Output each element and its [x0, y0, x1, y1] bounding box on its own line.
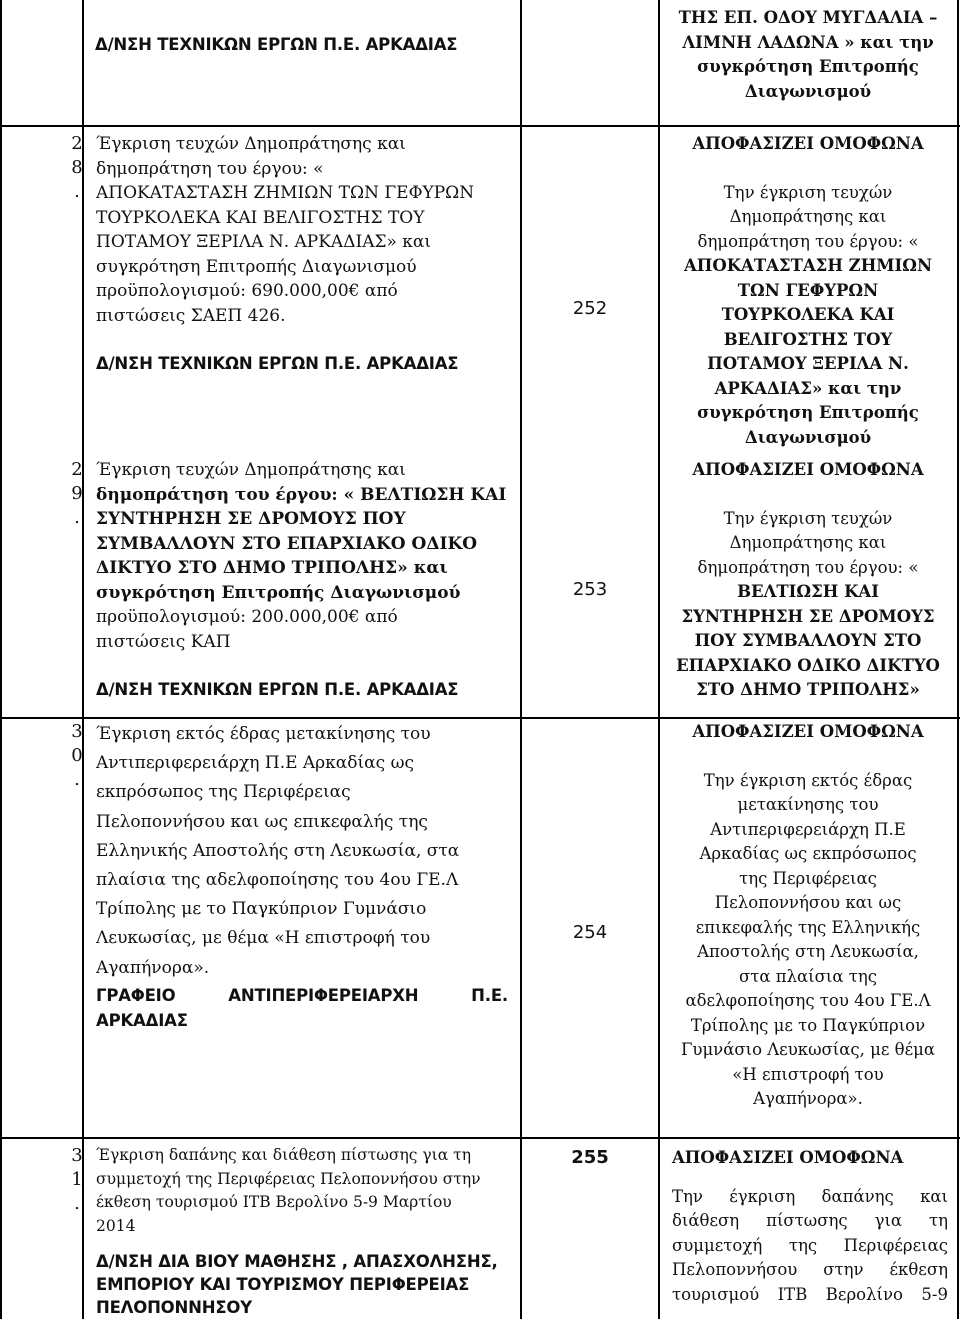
result-line: Διαγωνισμού: [744, 427, 872, 447]
result-heading: ΑΠΟΦΑΣΙΖΕΙ ΟΜΟΦΩΝΑ: [692, 722, 924, 741]
result-line: ΒΕΛΤΙΩΣΗ ΚΑΙ: [737, 582, 879, 601]
decision-number-value: 255: [571, 1147, 609, 1168]
item-number-digit: 3: [71, 1145, 83, 1166]
result-line: της Περιφέρειας: [739, 868, 877, 888]
result-line: τουρισμού ITB Βερολίνο 5-9: [672, 1284, 948, 1304]
column-divider: [658, 0, 660, 1319]
description-line: δημοπράτηση του έργου: « ΒΕΛΤΙΩΣΗ ΚΑΙ: [96, 484, 507, 505]
result-line: Αρκαδίας ως εκπρόσωπος: [699, 844, 917, 863]
result-line: ΠΟΥ ΣΥΜΒΑΛΛΟΥΝ ΣΤΟ: [694, 631, 922, 650]
description-line: ΤΟΥΡΚΟΛΕΚΑ ΚΑΙ ΒΕΛΙΓΟΣΤΗΣ ΤΟΥ: [96, 207, 425, 228]
result-line: Την έγκριση δαπάνης και: [672, 1186, 948, 1206]
decision-result: [672, 1146, 948, 1307]
department-label: ΑΡΚΑΔΙΑΣ: [96, 1010, 188, 1030]
item-number-digit: 8: [71, 157, 83, 178]
result-line: ΣΥΝΤΗΡΗΣΗ ΣΕ ΔΡΟΜΟΥΣ: [681, 606, 935, 626]
item-number-digit: 2: [71, 459, 83, 480]
description-line: ΣΥΜΒΑΛΛΟΥΝ ΣΤΟ ΕΠΑΡΧΙΑΚΟ ΟΔΙΚΟ: [96, 533, 478, 554]
description-line: δημοπράτηση του έργου: «: [96, 158, 324, 179]
description-line: Τρίπολης με το Παγκύπριον Γυμνάσιο: [96, 899, 427, 920]
decision-number: [560, 578, 620, 603]
description-line: προϋπολογισμού: 690.000,00€ από: [96, 281, 398, 301]
result-line: ΕΠΑΡΧΙΑΚΟ ΟΔΙΚΟ ΔΙΚΤΥΟ: [676, 655, 940, 675]
result-line: Την έγκριση τευχών: [723, 508, 893, 528]
result-line: Την έγκριση τευχών: [723, 182, 893, 202]
result-line: συγκρότηση Επιτροπής: [697, 57, 919, 76]
result-heading: ΑΠΟΦΑΣΙΖΕΙ ΟΜΟΦΩΝΑ: [692, 460, 924, 479]
result-line: μετακίνησης του: [737, 795, 879, 814]
result-line: αδελφοποίησης του 4ου ΓΕ.Λ: [685, 991, 931, 1010]
item-number: [70, 1144, 84, 1216]
result-line: Δημοπράτησης και: [729, 207, 887, 226]
description-line: πλαίσια της αδελφοποίησης του 4ου ΓΕ.Λ: [96, 870, 459, 891]
description-line: Αγαπήνορα».: [96, 957, 210, 978]
description-line: εκπρόσωπος της Περιφέρειας: [96, 782, 351, 803]
description-line: Λευκωσίας, με θέμα «Η επιστροφή του: [96, 928, 431, 949]
result-line: Τρίπολης με το Παγκύπριον: [690, 1015, 926, 1035]
description-line: συγκρότηση Επιτροπής Διαγωνισμού: [96, 256, 417, 277]
result-line: ΑΠΟΚΑΤΑΣΤΑΣΗ ΖΗΜΙΩΝ: [683, 256, 933, 275]
result-heading: ΑΠΟΦΑΣΙΖΕΙ ΟΜΟΦΩΝΑ: [672, 1148, 904, 1167]
decision-number-value: 253: [572, 579, 608, 600]
table-border-left: [0, 0, 2, 1319]
item-number: [70, 132, 84, 204]
department-label: Δ/ΝΣΗ ΤΕΧΝΙΚΩΝ ΕΡΓΩΝ Π.Ε. ΑΡΚΑΔΙΑΣ: [95, 35, 458, 54]
description-line: Έγκριση τευχών Δημοπράτησης και: [96, 134, 406, 154]
description-line: ΑΠΟΚΑΤΑΣΤΑΣΗ ΖΗΜΙΩΝ ΤΩΝ ΓΕΦΥΡΩΝ: [96, 183, 475, 203]
department-label: ΓΡΑΦΕΙΟ ΑΝΤΙΠΕΡΙΦΕΡΕΙΑΡΧΗ Π.Ε.: [96, 985, 508, 1005]
item-number: [70, 458, 84, 530]
result-line: συμμετοχή της Περιφέρειας: [672, 1235, 948, 1255]
result-line: Πελοποννήσου στην έκθεση: [672, 1260, 948, 1279]
item-number-dot: .: [74, 769, 80, 790]
description-line: ΠΟΤΑΜΟΥ ΞΕΡΙΛΑ Ν. ΑΡΚΑΔΙΑΣ» και: [96, 232, 432, 252]
description-line: ΣΥΝΤΗΡΗΣΗ ΣΕ ΔΡΟΜΟΥΣ ΠΟΥ: [96, 509, 406, 529]
result-line: ΣΤΟ ΔΗΜΟ ΤΡΙΠΟΛΗΣ»: [696, 680, 920, 699]
result-line: δημοπράτηση του έργου: «: [697, 231, 919, 251]
description-line: Ελληνικής Αποστολής στη Λευκωσία, στα: [96, 840, 460, 861]
description-line: Έγκριση τευχών Δημοπράτησης και: [96, 460, 406, 480]
row-divider: [0, 717, 960, 719]
department-label: Δ/ΝΣΗ ΤΕΧΝΙΚΩΝ ΕΡΓΩΝ Π.Ε. ΑΡΚΑΔΙΑΣ: [96, 680, 459, 699]
item-number-digit: 1: [71, 1169, 83, 1190]
result-line: Γυμνάσιο Λευκωσίας, με θέμα: [680, 1040, 936, 1059]
description-line: ΔΙΚΤΥΟ ΣΤΟ ΔΗΜΟ ΤΡΙΠΟΛΗΣ» και: [96, 558, 448, 578]
item-description: [96, 132, 508, 377]
item-number-digit: 9: [71, 483, 83, 504]
row-divider: [0, 125, 960, 127]
top-row-department: [95, 33, 510, 58]
item-number-dot: .: [74, 181, 80, 202]
description-line: συγκρότηση Επιτροπής Διαγωνισμού: [96, 582, 461, 603]
result-line: Την έγκριση εκτός έδρας: [703, 770, 913, 790]
description-line: συμμετοχή της Περιφέρειας Πελοποννήσου στην: [96, 1169, 481, 1188]
column-divider: [520, 0, 522, 1319]
result-line: επικεφαλής της Ελληνικής: [695, 917, 921, 937]
item-number-digit: 2: [71, 133, 83, 154]
decision-number: [560, 1146, 620, 1171]
department-label: ΠΕΛΟΠΟΝΝΗΣΟΥ: [96, 1298, 252, 1317]
result-line: Διαγωνισμού: [744, 81, 872, 101]
item-number-dot: .: [74, 1193, 80, 1214]
result-line: στα πλαίσια της: [738, 966, 878, 986]
result-line: συγκρότηση Επιτροπής: [697, 403, 919, 422]
result-heading: ΑΠΟΦΑΣΙΖΕΙ ΟΜΟΦΩΝΑ: [692, 134, 924, 153]
department-label: Δ/ΝΣΗ ΔΙΑ ΒΙΟΥ ΜΑΘΗΣΗΣ , ΑΠΑΣΧΟΛΗΣΗΣ,: [96, 1252, 498, 1271]
item-description: [96, 1144, 508, 1319]
item-number-dot: .: [74, 507, 80, 528]
result-line: Αντιπεριφερειάρχη Π.Ε: [710, 819, 906, 839]
decision-number: [560, 921, 620, 946]
department-label: ΕΜΠΟΡΙΟΥ ΚΑΙ ΤΟΥΡΙΣΜΟΥ ΠΕΡΙΦΕΡΕΙΑΣ: [96, 1275, 470, 1294]
result-line: δημοπράτηση του έργου: «: [697, 557, 919, 577]
result-line: ΒΕΛΙΓΟΣΤΗΣ ΤΟΥ: [723, 329, 893, 349]
item-description: [96, 458, 508, 703]
item-number-digit: 0: [71, 745, 83, 766]
item-number-digit: 3: [71, 721, 83, 742]
description-line: προϋπολογισμού: 200.000,00€ από: [96, 607, 398, 627]
result-line: ΤΗΣ ΕΠ. ΟΔΟΥ ΜΥΓΔΑΛΙΑ –: [678, 8, 938, 27]
description-line: Έγκριση δαπάνης και διάθεση πίστωσης για τη: [96, 1146, 471, 1164]
item-description: [96, 720, 508, 1033]
row-divider: [0, 1137, 960, 1139]
result-line: Δημοπράτησης και: [729, 533, 887, 552]
top-row-result: [660, 6, 956, 104]
table-border-right: [957, 0, 959, 1319]
item-number: [70, 720, 84, 792]
description-line: 2014: [96, 1216, 136, 1235]
description-line: Πελοποννήσου και ως επικεφαλής της: [96, 811, 428, 832]
result-line: Αγαπήνορα».: [753, 1089, 863, 1108]
result-line: Αποστολής στη Λευκωσία,: [697, 942, 919, 961]
result-line: ΤΟΥΡΚΟΛΕΚΑ ΚΑΙ: [721, 305, 895, 324]
decision-number-value: 252: [572, 298, 608, 319]
result-line: ΤΩΝ ΓΕΦΥΡΩΝ: [737, 280, 879, 300]
result-line: ΠΟΤΑΜΟΥ ΞΕΡΙΛΑ Ν.: [707, 354, 909, 373]
decision-number: [560, 297, 620, 322]
result-line: ΑΡΚΑΔΙΑΣ» και την: [714, 378, 902, 398]
result-line: «Η επιστροφή του: [732, 1064, 884, 1084]
decision-result: [662, 720, 954, 1112]
description-line: έκθεση τουρισμού ITB Βερολίνο 5-9 Μαρτίου: [96, 1193, 452, 1211]
description-line: πιστώσεις ΣΑΕΠ 426.: [96, 305, 286, 326]
result-line: Πελοποννήσου και ως: [714, 893, 902, 912]
decision-result: [662, 132, 954, 450]
description-line: Έγκριση εκτός έδρας μετακίνησης του: [96, 724, 431, 744]
department-label: Δ/ΝΣΗ ΤΕΧΝΙΚΩΝ ΕΡΓΩΝ Π.Ε. ΑΡΚΑΔΙΑΣ: [96, 354, 459, 373]
result-line: ΛΙΜΝΗ ΛΑΔΩΝΑ » και την: [682, 32, 934, 52]
decision-number-value: 254: [572, 922, 608, 943]
result-line: διάθεση πίστωσης για τη: [672, 1211, 948, 1230]
decision-result: [662, 458, 954, 703]
description-line: Αντιπεριφερειάρχη Π.Ε Αρκαδίας ως: [96, 753, 414, 774]
description-line: πιστώσεις ΚΑΠ: [96, 631, 231, 652]
